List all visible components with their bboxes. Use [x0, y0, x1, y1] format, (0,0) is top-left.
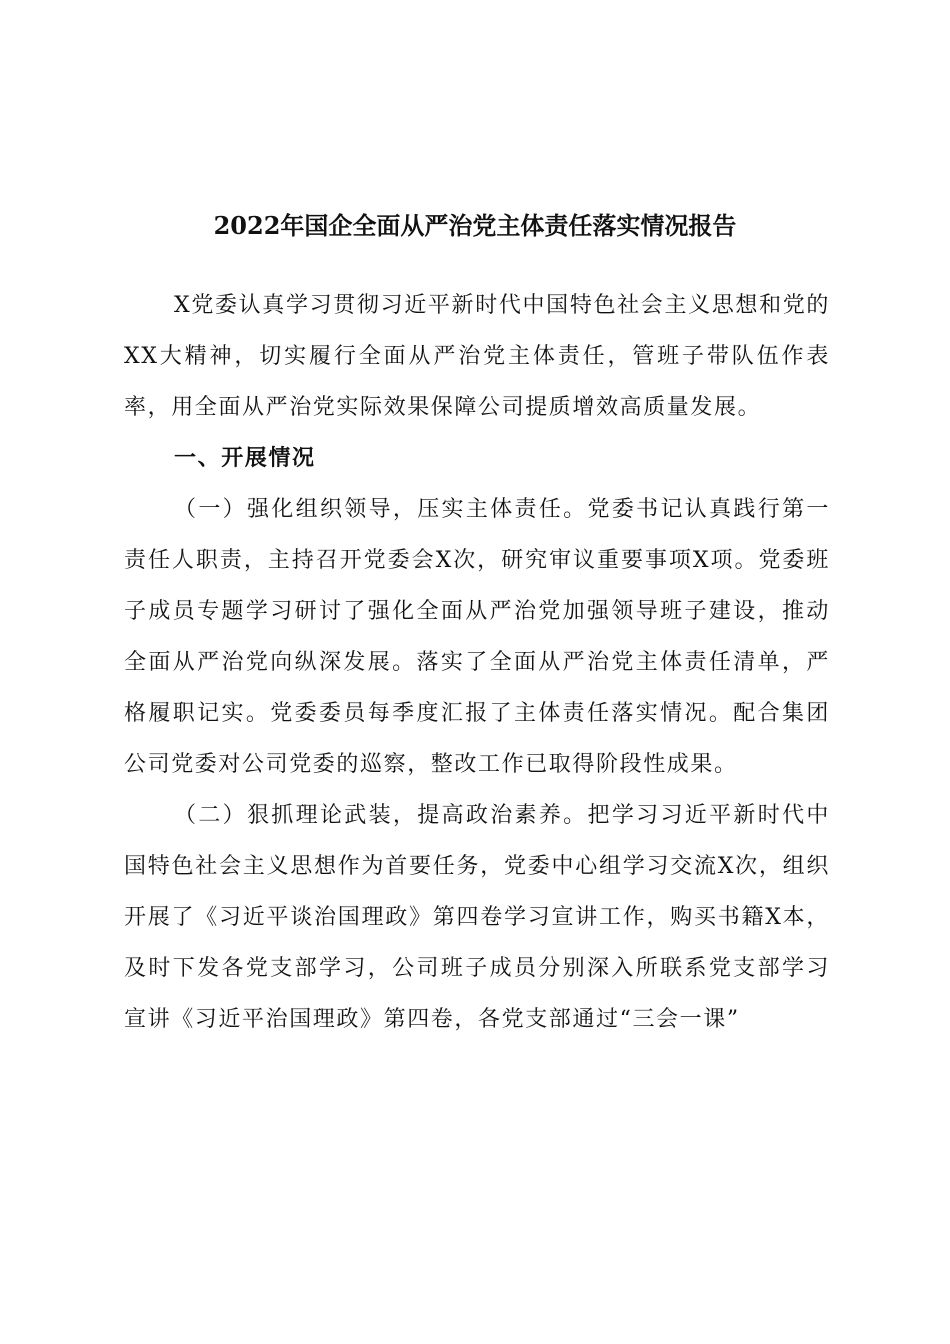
section-paragraph-2: （二）狠抓理论武装，提高政治素养。把学习习近平新时代中国特色社会主义思想作为首要任务，党委中心组学习交流X次，组织开展了《习近平谈治国理政》第四卷学习宣讲工作，购买书籍X本，及时下发各党支部学习，公司班子成员分别深入所联系党支部学习宣讲《习近平治国理政》第四卷，各党支部通过“三会一课”: [124, 803, 830, 1032]
document-body: [124, 280, 830, 1045]
intro-paragraph: X党委认真学习贯彻习近平新时代中国特色社会主义思想和党的XX大精神，切实履行全面从严治党主体责任，管班子带队伍作表率，用全面从严治党实际效果保障公司提质增效高质量发展。: [124, 293, 830, 420]
document-title: 2022年国企全面从严治党主体责任落实情况报告: [213, 211, 737, 240]
section-paragraph-1: （一）强化组织领导，压实主体责任。党委书记认真践行第一责任人职责，主持召开党委会X次，研究审议重要事项X项。党委班子成员专题学习研讨了强化全面从严治党加强领导班子建设，推动全面从严治党向纵深发展。落实了全面从严治党主体责任清单，严格履职记实。党委委员每季度汇报了主体责任落实情况。配合集团公司党委对公司党委的巡察，整改工作已取得阶段性成果。: [124, 497, 830, 777]
section-heading: 一、开展情况: [174, 446, 316, 471]
